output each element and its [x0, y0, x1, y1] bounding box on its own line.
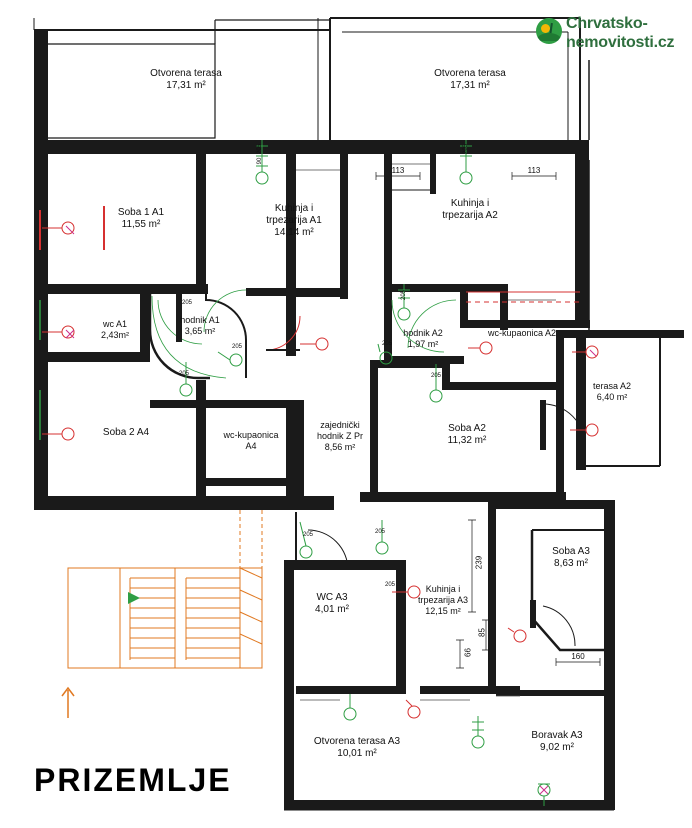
room-area: 17,31 m²: [450, 80, 490, 91]
room-name-line2: hodnik Z Pr: [316, 431, 364, 441]
room-name-line1: Kuhinja i: [274, 203, 314, 214]
annotation-205-i: 205: [302, 532, 313, 538]
room-area: 10,01 m²: [337, 748, 377, 759]
annotation-90-a: 90: [257, 157, 263, 165]
annotation-205-f: 205: [178, 371, 189, 377]
room-area: 8,56 m²: [324, 442, 356, 452]
room-area: 1,97 m²: [407, 339, 439, 349]
room-area: 8,63 m²: [554, 558, 588, 569]
logo-text: [566, 14, 674, 52]
room-area: 17,31 m²: [166, 80, 206, 91]
annotation-205-d: 205: [181, 300, 192, 306]
room-area: 9,02 m²: [540, 742, 574, 753]
annotation-205-a: 205: [257, 144, 263, 155]
room-name: Otvorena terasa: [434, 68, 506, 79]
room-area: 11,32 m²: [447, 435, 487, 446]
room-name: wc A1: [102, 319, 127, 329]
room-name-line2: A4: [245, 441, 257, 451]
room-name-line2: trpezarija A1: [266, 215, 322, 226]
annotation-205-b: 205: [463, 144, 469, 155]
room-name: Otvorena terasa A3: [313, 736, 401, 747]
logo-line1: Chrvatsko-: [566, 15, 648, 32]
room-name: hodnik A2: [403, 328, 443, 338]
logo-line2: nemovitosti.cz: [566, 34, 675, 51]
room-area: 6,40 m²: [596, 392, 628, 402]
annotation-205-h: 205: [430, 373, 441, 379]
room-name: Boravak A3: [531, 730, 583, 741]
logo-suffix: .cz: [653, 34, 675, 51]
dimension-66: 66: [463, 648, 473, 657]
room-name: Soba A3: [552, 546, 590, 557]
room-name-line1: zajednički: [320, 420, 360, 430]
room-name-line1: wc-kupaonica: [223, 430, 279, 440]
room-name: Soba A2: [448, 423, 486, 434]
room-area: 4,01 m²: [315, 604, 349, 615]
site-logo[interactable]: [536, 14, 686, 60]
annotation-205-j: 205: [374, 529, 385, 535]
dimension-113-right: 113: [527, 166, 541, 175]
plan-walls: [34, 18, 684, 810]
room-area: 2,43m²: [100, 330, 129, 340]
room-area: 14,14 m²: [274, 227, 314, 238]
dimension-160: 160: [571, 652, 585, 661]
room-name: Soba 2 A4: [102, 427, 150, 438]
palm-sun-icon: [536, 18, 562, 44]
dimension-113-left: 113: [391, 166, 405, 175]
annotation-205-e: 205: [231, 344, 242, 350]
annotation-205-g: 205: [381, 341, 392, 347]
room-name: WC A3: [316, 592, 348, 603]
room-name: terasa A2: [592, 381, 632, 391]
annotation-205-k: 205: [384, 582, 395, 588]
room-name-line2: trpezarija A2: [442, 210, 498, 221]
room-name: wc-kupaonica A2: [487, 328, 557, 338]
wave-icon: [536, 33, 562, 41]
room-name-line1: Kuhinja i: [425, 584, 461, 594]
room-name-line2: trpezarija A3: [417, 595, 469, 605]
room-name-line1: Kuhinja i: [450, 198, 490, 209]
room-area: 3,65 m²: [184, 326, 216, 336]
page-title: PRIZEMLJE: [34, 762, 232, 798]
annotation-205-c: 205: [401, 290, 407, 301]
dimension-85: 85: [477, 628, 487, 637]
dimension-239: 239: [474, 555, 484, 570]
room-name: Soba 1 A1: [117, 207, 165, 218]
room-area: 12,15 m²: [425, 606, 461, 616]
room-name: hodnik A1: [180, 315, 220, 325]
room-area: 11,55 m²: [121, 219, 161, 230]
room-name: Otvorena terasa: [150, 68, 222, 79]
